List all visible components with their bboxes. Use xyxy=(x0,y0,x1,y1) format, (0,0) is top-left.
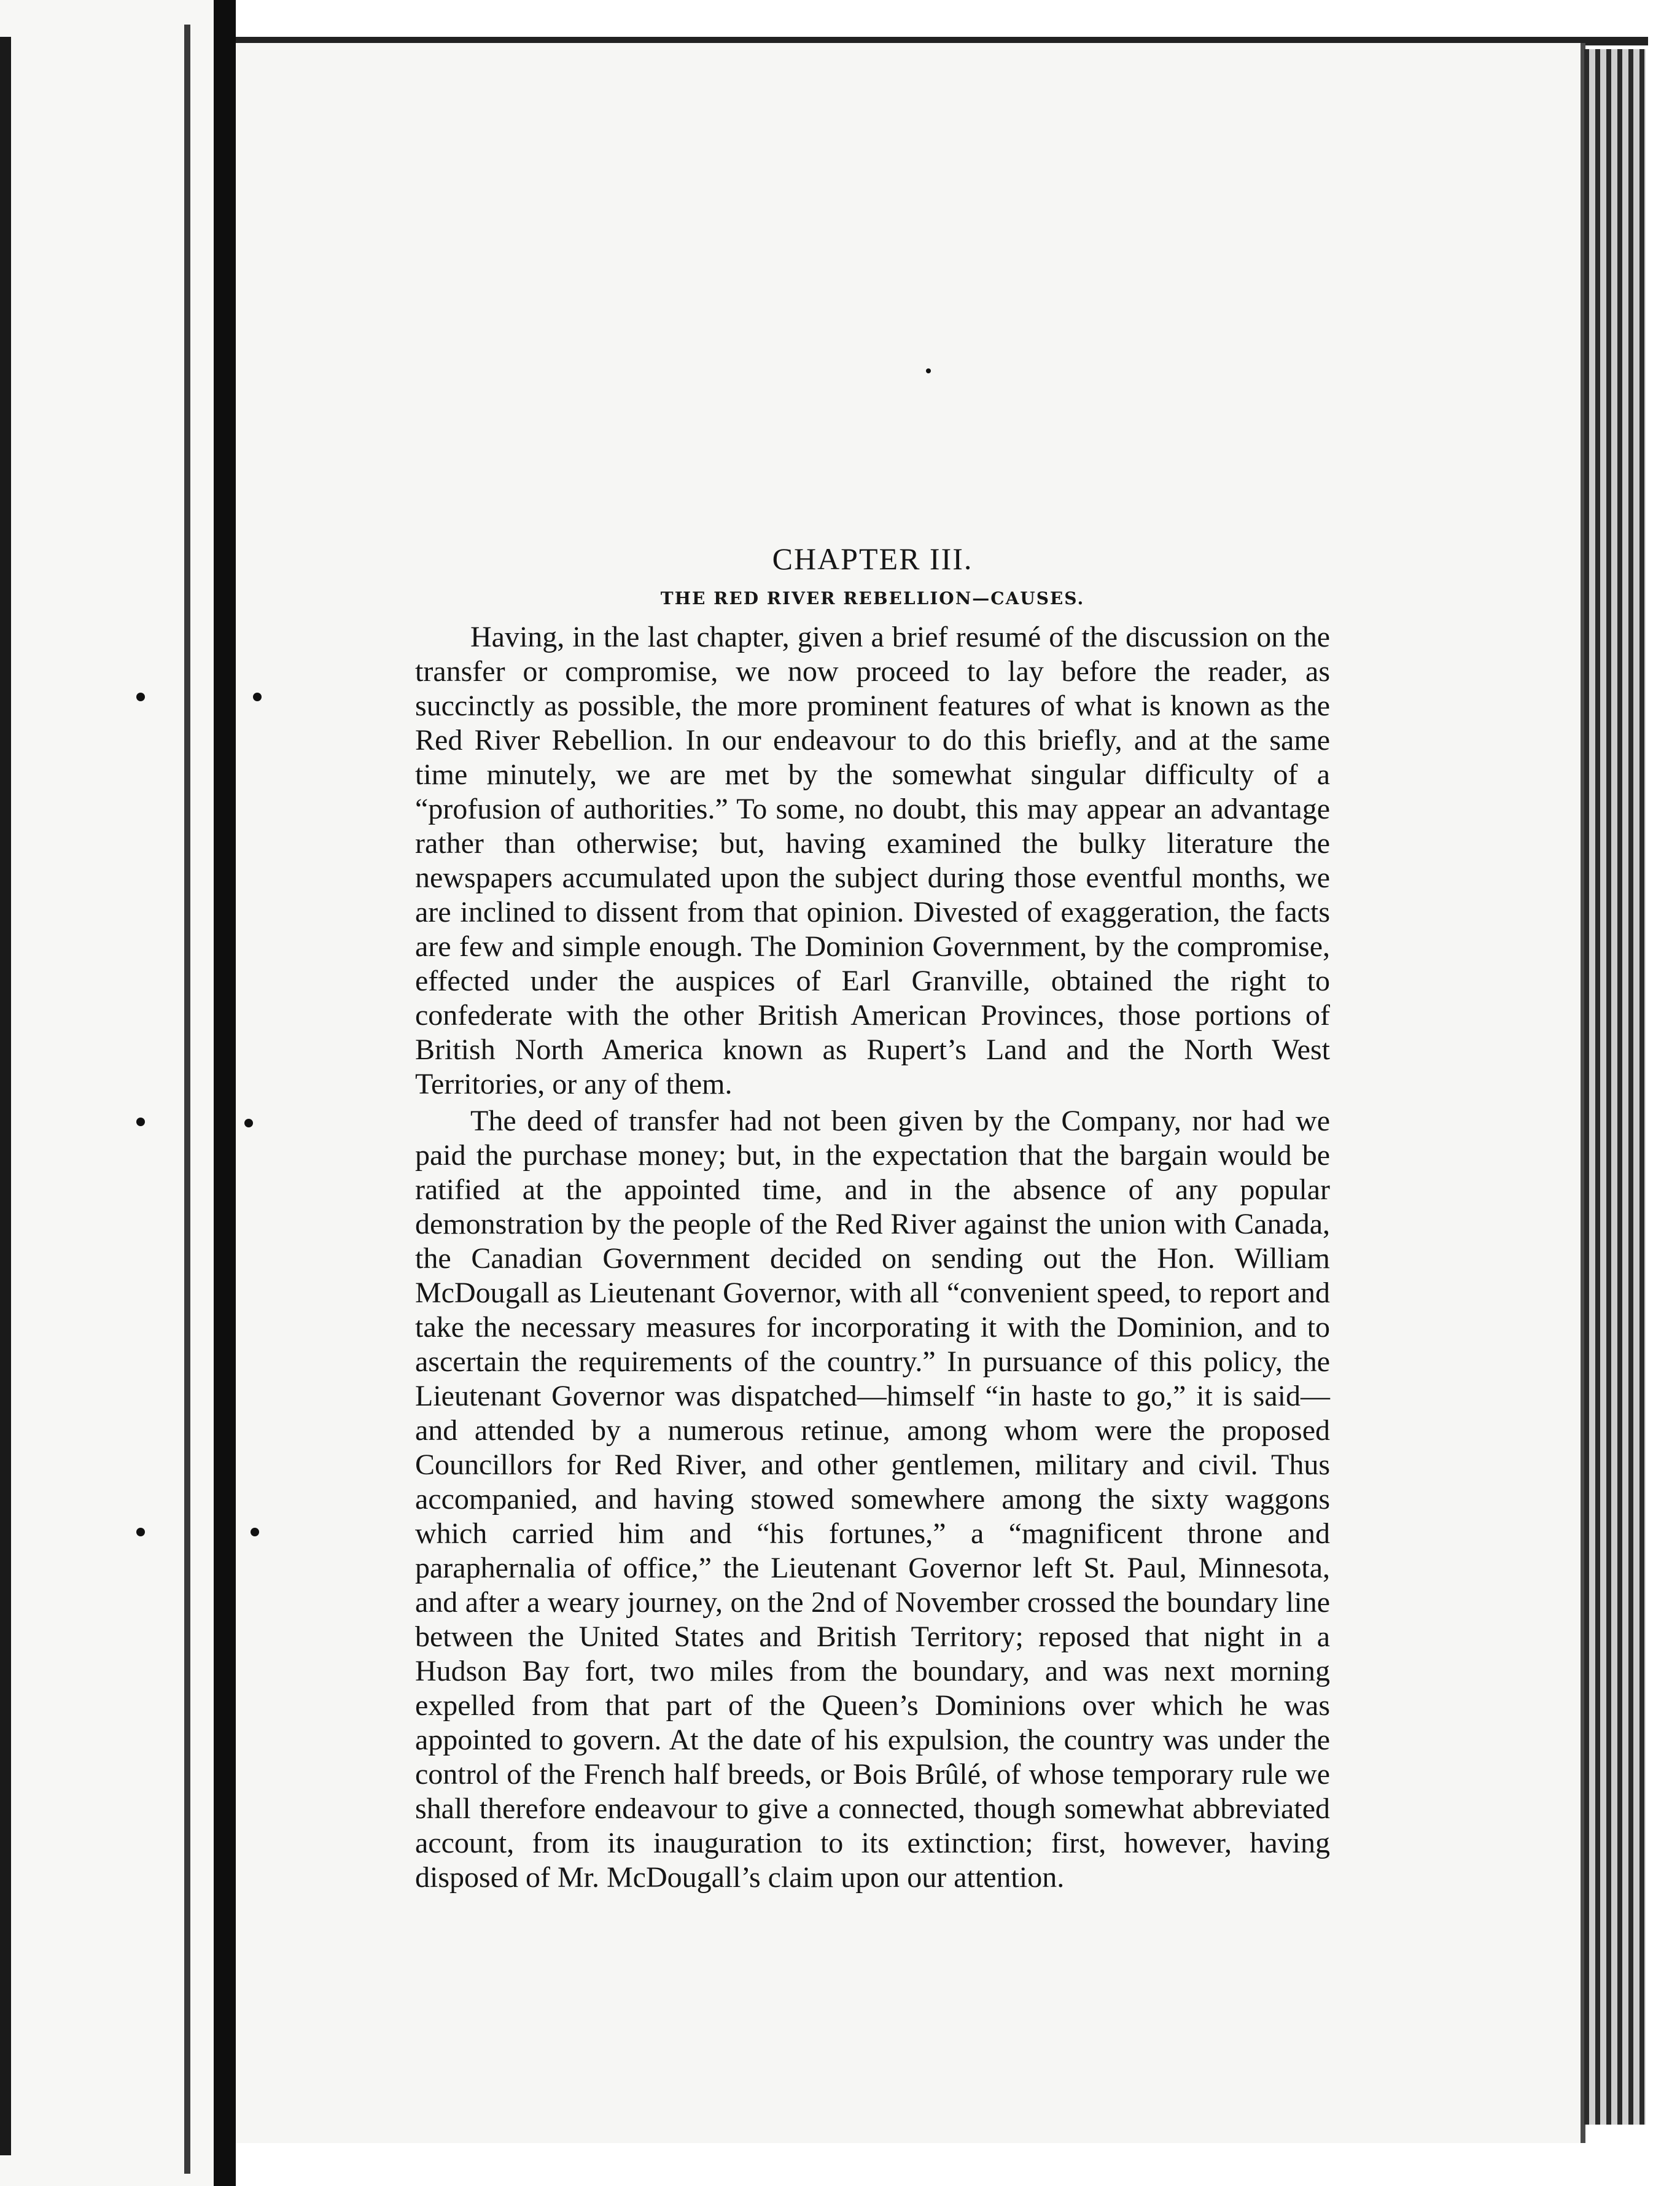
margin-mark xyxy=(136,1528,145,1536)
chapter-title: CHAPTER III. xyxy=(772,542,973,576)
margin-mark xyxy=(136,1118,145,1126)
paragraph: Having, in the last chapter, given a brief resumé of the discussion on the transfer or compromise, we now proceed to lay before the reader, as succinctly as possible, the more prominent features of what is known as the Red River Rebellion. In our endeavour to do this briefly, and at the same time minutely, we are met by the somewhat singular difficulty of a “profusion of authorities.” To some, no doubt, this may appear an advantage rather than otherwise; but, having examined the bulky literature the newspapers accumulated upon the subject during those eventful months, we are inclined to dissent from that opinion. Divested of exaggeration, the facts are few and simple enough. The Dominion Government, by the compromise, effected under the auspices of Earl Granville, obtained the right to confederate with the other British American Provinces, those portions of British North America known as Rupert’s Land and the North West Territories, or any of them. xyxy=(415,621,1330,1100)
facing-page-border xyxy=(0,37,11,2155)
margin-mark xyxy=(136,693,145,701)
chapter-subtitle: THE RED RIVER REBELLION—CAUSES. xyxy=(660,588,1085,609)
book-gutter xyxy=(214,0,236,2186)
margin-mark xyxy=(253,693,262,701)
page-stack-edges xyxy=(1584,49,1646,2125)
paragraph: The deed of transfer had not been given by the Company, nor had we paid the purchase money; but, in the expectation that the bargain would be ratified at the appointed time, and in the absence of any popular demonstration by the people of the Red River against the union with Canada, the Canadian Government decided on sending out the Hon. William McDougall as Lieutenant Governor, with all “convenient speed, to report and take the necessary measures for incorporating it with the Dominion, and to ascertain the requirements of the country.” In pursuance of this policy, the Lieutenant Governor was dispatched—himself “in haste to go,” it is said—and attended by a numerous retinue, among whom were the proposed Councillors for Red River, and other gentlemen, military and civil. Thus accompanied, and having stowed somewhere among the sixty waggons which carried him and “his fortunes,” a “magnificent throne and paraphernalia of office,” the Lieutenant Governor left St. Paul, Minnesota, and after a weary journey, on the 2nd of November crossed the boundary line between the United States and British Territory; reposed that night in a Hudson Bay fort, two miles from the boundary, and was next morning expelled from that part of the Queen’s Dominions over which he was appointed to govern. At the date of his expulsion, the country was under the control of the French half breeds, or Bois Brûlé, of whose temporary rule we shall therefore endeavour to give a connected, though somewhat abbreviated account, from its inauguration to its extinction; first, however, having disposed of Mr. McDougall’s claim upon our attention. xyxy=(415,1105,1330,1894)
page-text xyxy=(415,542,1330,1895)
facing-page-fold xyxy=(184,25,190,2174)
facing-page-edge xyxy=(0,0,228,2186)
scan-speck xyxy=(926,368,931,373)
margin-mark xyxy=(251,1528,259,1536)
margin-mark xyxy=(244,1119,253,1127)
